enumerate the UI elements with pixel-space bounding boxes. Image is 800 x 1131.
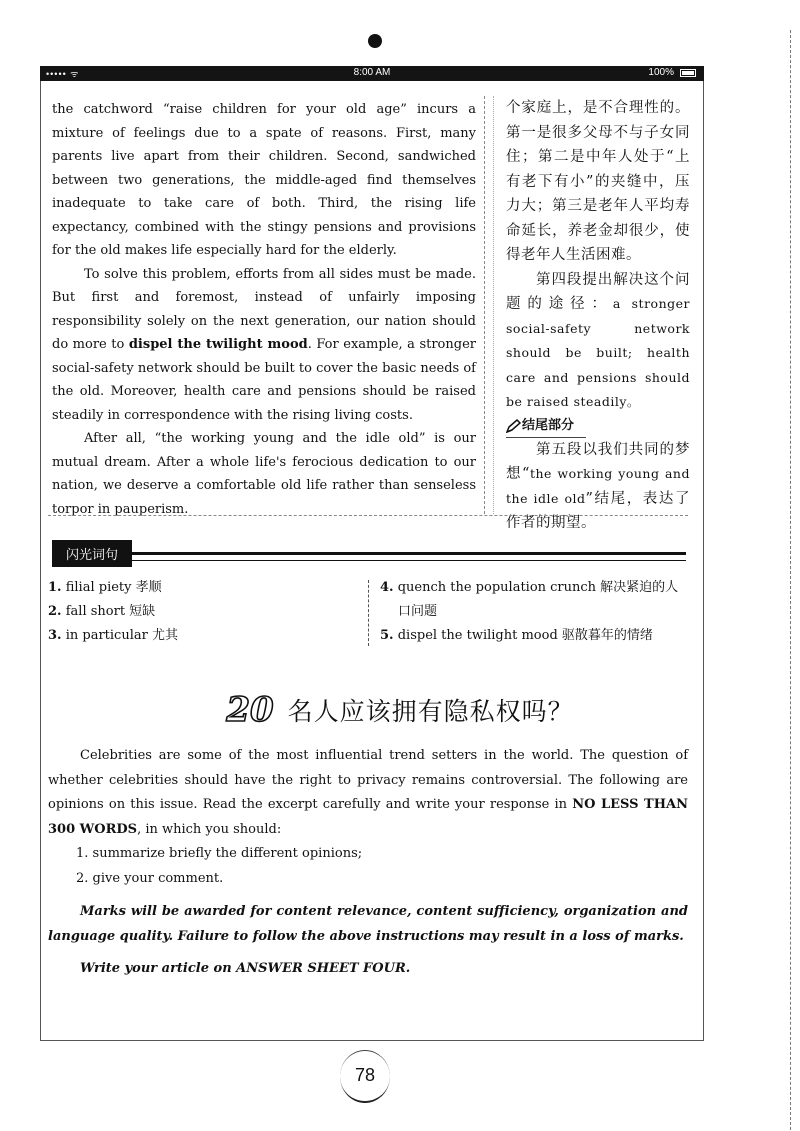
vocab-item: 5. dispel the twilight mood 驱散暮年的情绪 bbox=[380, 628, 653, 643]
pencil-icon bbox=[506, 419, 522, 433]
essay-paragraph: After all, “the working young and the idle old” is our mutual dream. After a whole life's ferocious dedication to our nation, we deserve a comfortable old life rather than senseless torpor in pauperism. bbox=[52, 431, 476, 517]
battery-icon bbox=[680, 69, 696, 77]
task-title bbox=[0, 690, 800, 730]
vocab-heading-rule bbox=[52, 552, 686, 561]
page-number: 78 bbox=[340, 1050, 390, 1103]
task-number: 20 bbox=[226, 690, 274, 730]
vocab-item: 1. filial piety 孝顺 bbox=[48, 580, 162, 595]
battery-level: 100% bbox=[648, 67, 674, 78]
vocab-item: 4. quench the population crunch 解决紧迫的人口问题 bbox=[380, 580, 679, 619]
vocab-list-left bbox=[48, 576, 348, 648]
answer-sheet-note: Write your article on ANSWER SHEET FOUR. bbox=[80, 961, 411, 976]
marking-notes bbox=[48, 900, 688, 982]
highlight-phrase: dispel the twilight mood bbox=[128, 337, 308, 352]
essay-left-column bbox=[52, 98, 476, 521]
task-step: 1. summarize briefly the different opinions; bbox=[76, 846, 363, 861]
column-divider bbox=[484, 96, 494, 514]
word-requirement: NO LESS THAN 300 WORDS bbox=[48, 797, 688, 837]
camera-dot bbox=[368, 34, 382, 48]
analysis-paragraph: 个家庭上，是不合理性的。第一是很多父母不与子女同住；第二是中年人处于“上有老下有小”的夹缝中，压力大；第三是老年人平均寿命延长，养老金却很少，使得老年人生活困难。 bbox=[506, 100, 690, 263]
vocab-heading bbox=[52, 542, 132, 564]
analysis-paragraph: 第五段以我们共同的梦想“the working young and the idle old”结尾，表达了作者的期望。 bbox=[506, 441, 690, 531]
vocab-item: 3. in particular 尤其 bbox=[48, 628, 178, 643]
vocab-list-right bbox=[380, 576, 690, 648]
status-time: 8:00 AM bbox=[353, 67, 391, 78]
vocab-divider bbox=[368, 580, 369, 646]
task-instructions bbox=[48, 744, 688, 891]
task-intro: Celebrities are some of the most influential trend setters in the world. The question of whether celebrities should have the right to privacy remains controversial. The following are opinions on this issue. Read the excerpt carefully and write your response in NO LESS THAN 300 WORDS, in which you should: bbox=[48, 748, 688, 837]
section-divider bbox=[48, 515, 688, 516]
task-step: 2. give your comment. bbox=[76, 870, 224, 886]
status-bar bbox=[40, 66, 704, 81]
vocab-item: 2. fall short 短缺 bbox=[48, 604, 156, 619]
analysis-paragraph: 第四段提出解决这个问题的途径：a stronger social-safety network should be built; health care and pensions should be raised steadily。 bbox=[506, 271, 691, 409]
essay-paragraph: To solve this problem, efforts from all sides must be made. But first and foremost, instead of unfairly imposing responsibility solely on the next generation, our nation should do more to dispel the twilight mood. For example, a stronger social-safety network should be built to cover the basic needs of the old. Moreover, health care and pensions should be raised steadily in correspondence with the rising living costs. bbox=[52, 266, 476, 423]
page-edge bbox=[790, 30, 793, 1130]
signal-icon: ••••• ᯤ bbox=[46, 69, 80, 79]
task-title-text: 名人应该拥有隐私权吗？ bbox=[287, 697, 574, 726]
marks-note: Marks will be awarded for content relevance, content sufficiency, organization and language quality. Failure to follow the above instructions may result in a loss of marks. bbox=[48, 904, 688, 944]
analysis-right-column bbox=[506, 96, 690, 536]
essay-paragraph: the catchword “raise children for your old age” incurs a mixture of feelings due to a spate of reasons. First, many parents live apart from their children. Second, sandwiched between two generations, the middle-aged find themselves inadequate to take care of both. Third, the rising life expectancy, combined with the stingy pensions and provisions for the old makes life especially hard for the elderly. bbox=[52, 102, 476, 258]
section-label: 结尾部分 bbox=[506, 415, 586, 438]
vocab-heading-label: 闪光词句 bbox=[52, 540, 132, 567]
